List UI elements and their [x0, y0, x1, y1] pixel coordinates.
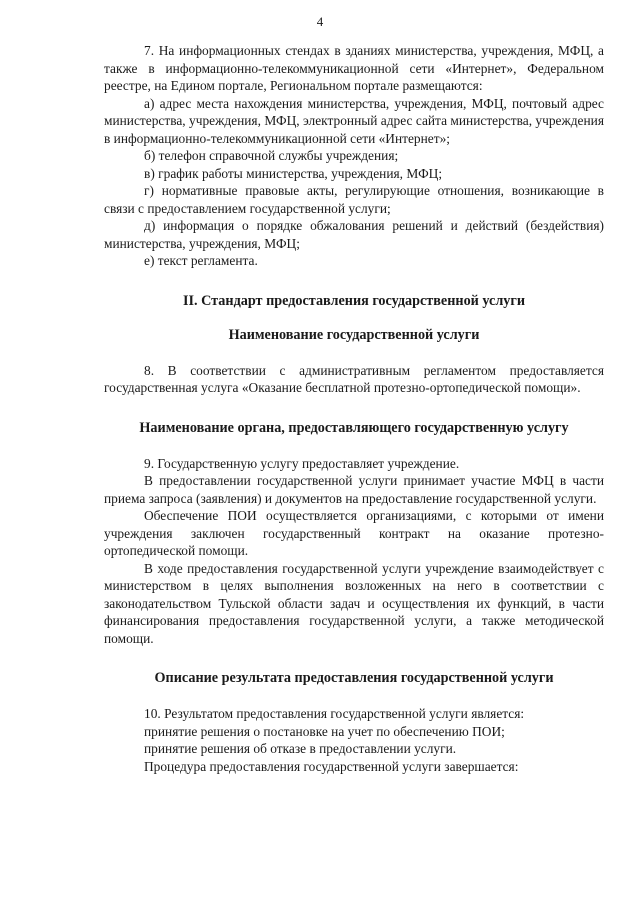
provider-organ-heading: Наименование органа, предоставляющего государственную услугу: [139, 419, 569, 436]
result-description-heading: Описание результата предоставления государственной услуги: [154, 670, 554, 686]
paragraph-9-line-3: Обеспечение ПОИ осуществляется организациями, с которыми от имени учреждения заключен государственный контракт на оказание протезно-ортопедической помощи.: [104, 508, 604, 558]
paragraph-9-line-1: 9. Государственную услугу предоставляет учреждение.: [144, 455, 460, 471]
paragraph-7-item-c: в) график работы министерства, учреждения, МФЦ;: [144, 165, 443, 181]
paragraph-10-line-1: 10. Результатом предоставления государственной услуги является:: [144, 706, 525, 721]
paragraph-9-line-2: В предоставлении государственной услуги принимает участие МФЦ в части приема запроса (заявления) и документов на предоставление государственной услуги.: [104, 473, 604, 506]
paragraph-7-intro: 7. На информационных стендах в зданиях министерства, учреждения, МФЦ, а также в информационно-телекоммуникационной сети «Интернет», Федеральном реестре, на Едином портале, Региональном портале размещаются:: [104, 43, 604, 93]
paragraph-7-item-d: г) нормативные правовые акты, регулирующие отношения, возникающие в связи с предоставлением государственной услуги;: [104, 183, 604, 216]
paragraph-7-item-b: б) телефон справочной службы учреждения;: [144, 148, 399, 163]
paragraph-9-line-4: В ходе предоставления государственной услуги учреждение взаимодействует с министерством в целях выполнения возложенных на него в соответствии с законодательством Тульской области задач и осуществления их функций, в части финансирования предоставления государственной услуги, а также методической помощи.: [104, 560, 604, 646]
paragraph-10-line-4: Процедура предоставления государственной услуги завершается:: [144, 758, 519, 774]
paragraph-7-item-a: а) адрес места нахождения министерства, учреждения, МФЦ, почтовый адрес министерства, учреждения, МФЦ, электронный адрес сайта министерства, учреждения в информационно-телекоммуникационной сети «Интернет»;: [104, 95, 604, 146]
document-body: [104, 42, 604, 775]
paragraph-8: 8. В соответствии с административным регламентом предоставляется государственная услуга «Оказание бесплатной протезно-ортопедической помощи».: [104, 362, 604, 395]
paragraph-10-line-3: принятие решения об отказе в предоставлении услуги.: [144, 741, 457, 756]
paragraph-10-line-2: принятие решения о постановке на учет по обеспечению ПОИ;: [144, 723, 505, 739]
page-number: 4: [316, 14, 324, 29]
service-name-heading: Наименование государственной услуги: [228, 326, 480, 343]
paragraph-7-item-e: д) информация о порядке обжалования решений и действий (бездействия) министерства, учреждения, МФЦ;: [104, 218, 604, 251]
section-2-heading: II. Стандарт предоставления государственной услуги: [182, 292, 526, 309]
paragraph-7-item-f: е) текст регламента.: [144, 253, 258, 268]
